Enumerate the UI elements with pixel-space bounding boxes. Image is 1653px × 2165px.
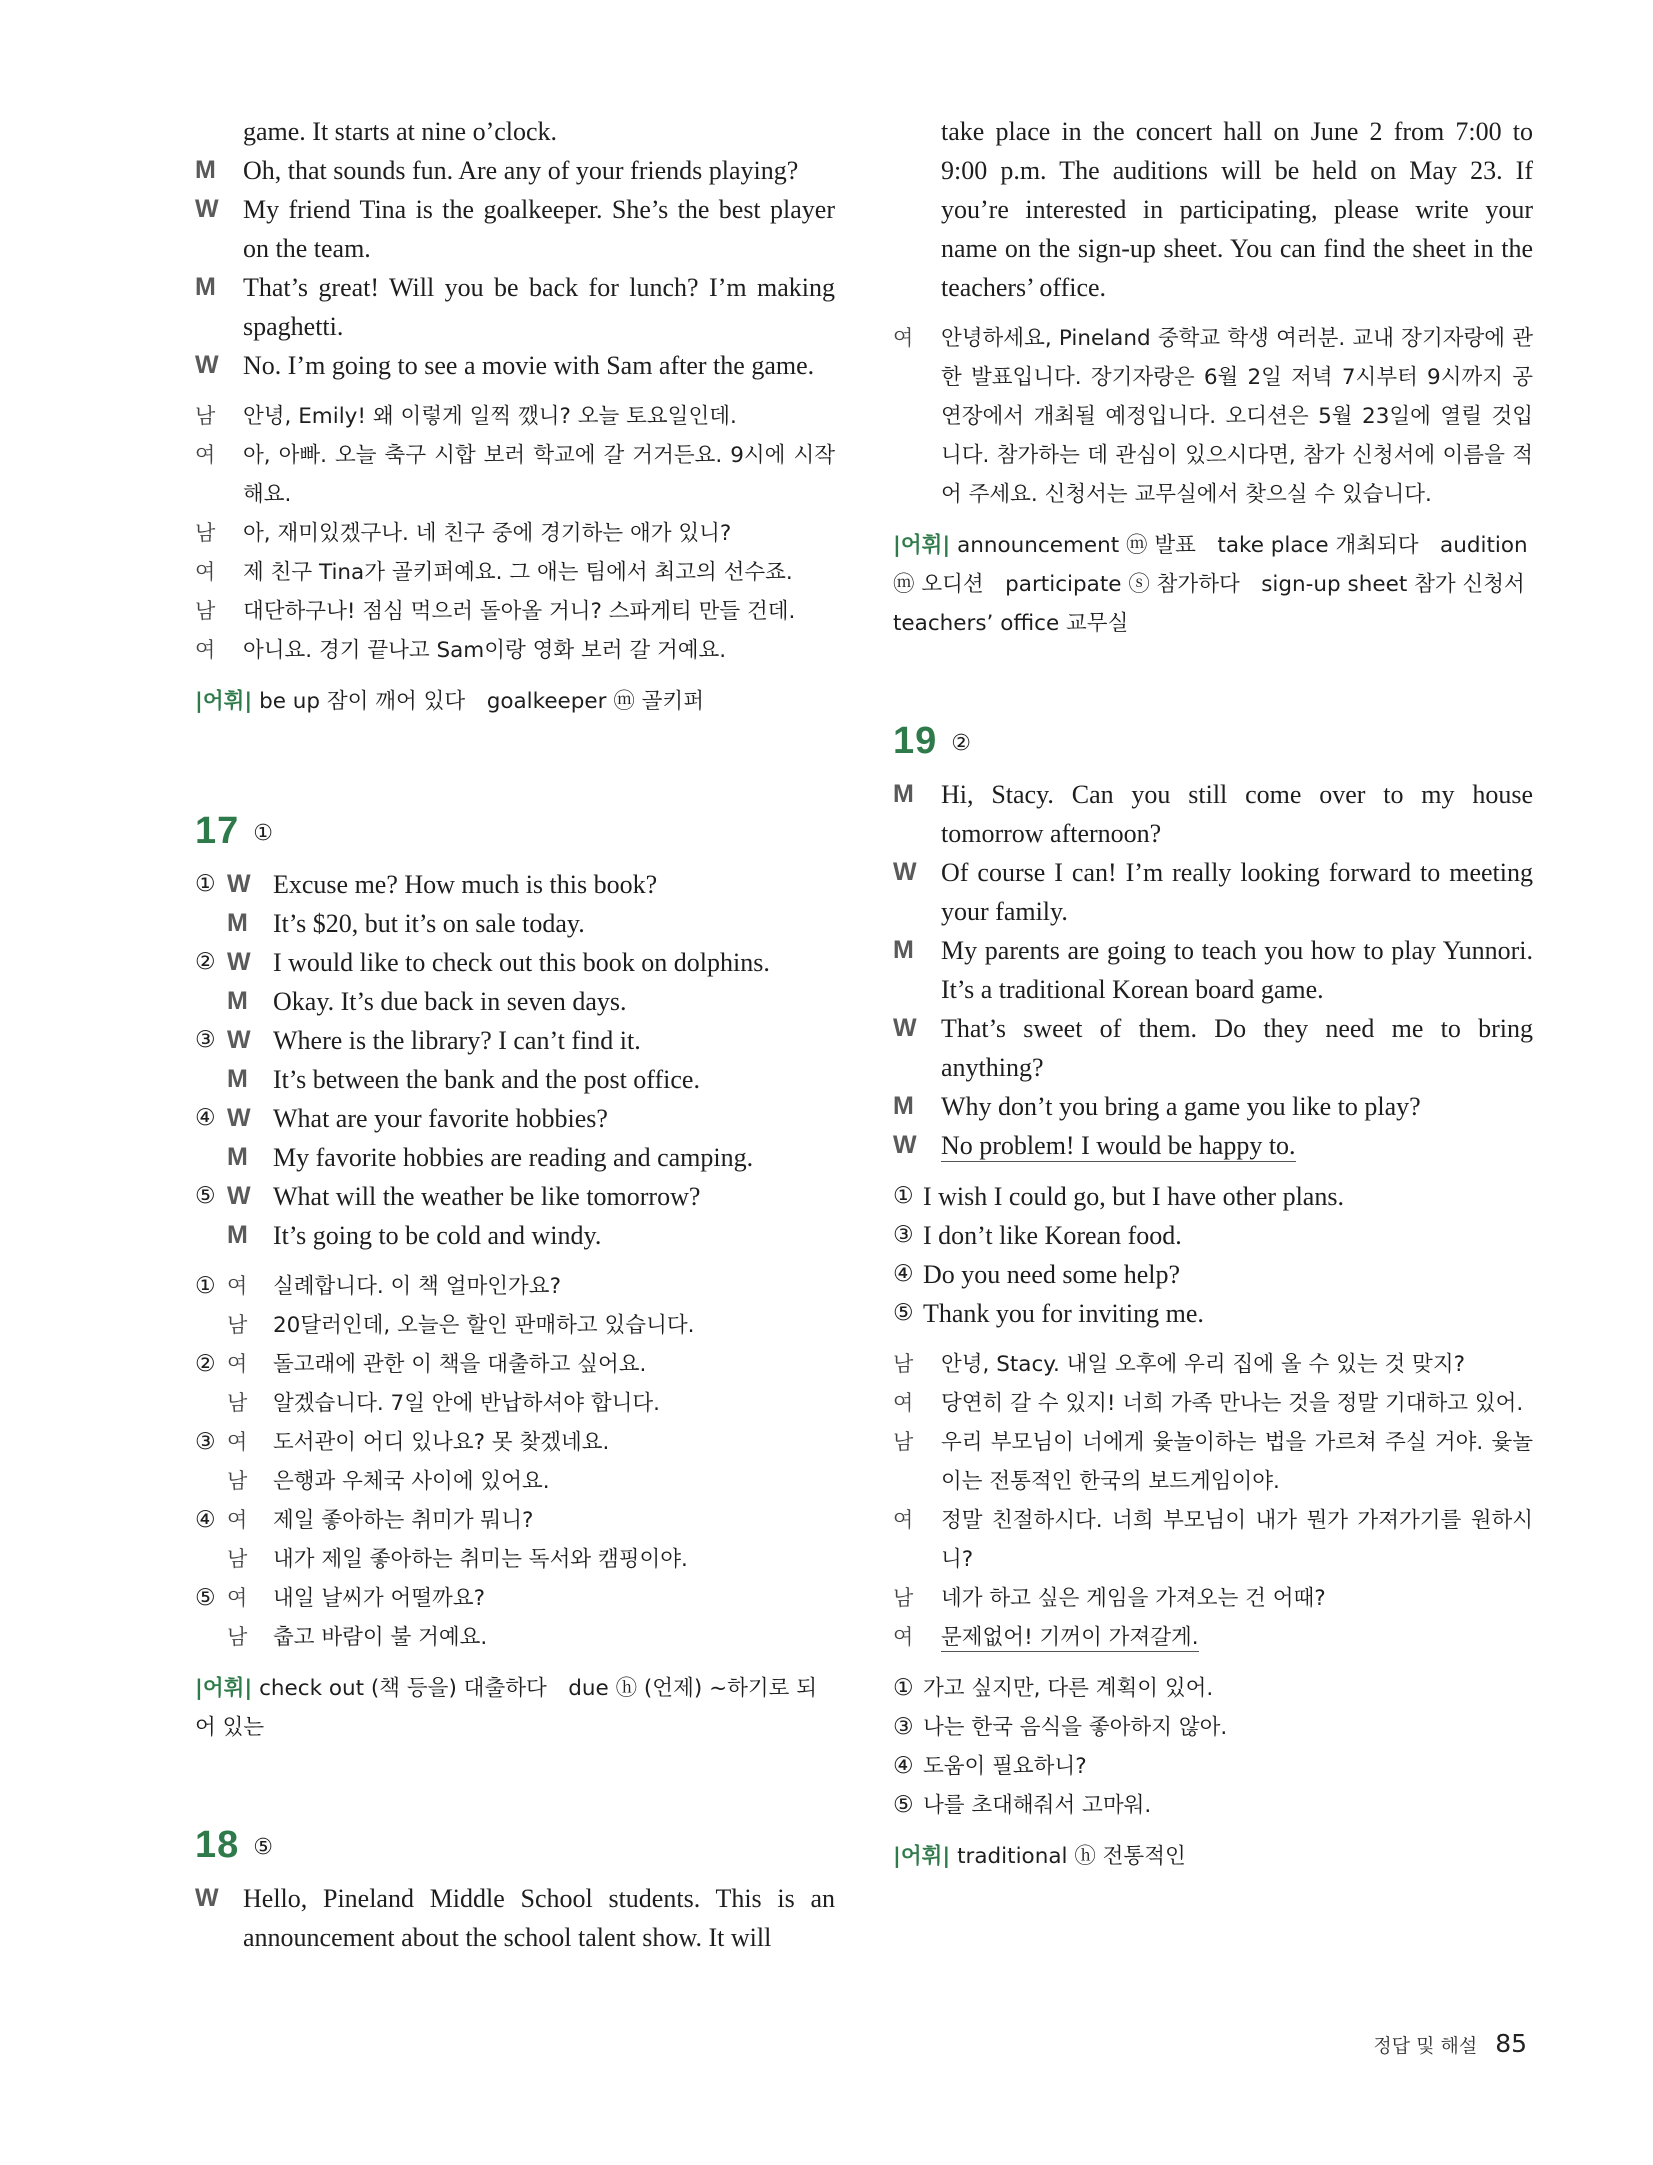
dialogue-line: M Oh, that sounds fun. Are any of your friends playing? — [195, 156, 799, 185]
q18-vocab — [893, 526, 1547, 643]
choice-line: M It’s $20, but it’s on sale today. — [227, 909, 585, 938]
choice-translation-line: ② 여 돌고래에 관한 이 책을 대출하고 싶어요. — [195, 1351, 647, 1377]
q17-translation — [195, 1267, 835, 1657]
dialogue-line: game. It starts at nine o’clock. — [243, 117, 558, 146]
question-18-header — [195, 1819, 835, 1871]
q19-dialogue — [893, 775, 1533, 1165]
translation-line: 남 우리 부모님이 너에게 윷놀이하는 법을 가르쳐 주실 거야. 윷놀이는 전통적인 한국의 보드게임이야. — [893, 1430, 1533, 1494]
answer-mark: ① — [253, 821, 274, 846]
right-column — [893, 112, 1547, 1876]
translation-line: 남 아, 재미있겠구나. 네 친구 중에 경기하는 애가 있니? — [195, 521, 732, 546]
dialogue-line: W Hello, Pineland Middle School students. This is an announcement about the school talent show. It will — [195, 1884, 835, 1952]
dialogue-line: W That’s sweet of them. Do they need me to bring anything? — [893, 1014, 1533, 1082]
q16-translation — [195, 397, 835, 670]
choice-line: ④ W What are your favorite hobbies? — [195, 1104, 608, 1133]
dialogue-line: M Hi, Stacy. Can you still come over to my house tomorrow afternoon? — [893, 780, 1533, 848]
choice-translation-line: 남 알겠습니다. 7일 안에 반납하셔야 합니다. — [227, 1391, 660, 1416]
answer-mark: ② — [951, 731, 972, 756]
translation-line: 여 정말 친절하시다. 너희 부모님이 내가 뭔가 가져가기를 원하시니? — [893, 1508, 1533, 1572]
choice-line: ⑤ W What will the weather be like tomorrow? — [195, 1182, 701, 1211]
q17-dialogue — [195, 865, 835, 1255]
dialogue-line: M My parents are going to teach you how to play Yunnori. It’s a traditional Korean board game. — [893, 936, 1533, 1004]
translation-line: 남 안녕, Emily! 왜 이렇게 일찍 깼니? 오늘 토요일인데. — [195, 404, 737, 429]
vocab-label: |어휘| — [195, 1676, 253, 1701]
q18-translation — [893, 319, 1533, 514]
translation-line: 여 아니요. 경기 끝나고 Sam이랑 영화 보러 갈 거예요. — [195, 638, 727, 663]
dialogue-line: M That’s great! Will you be back for lunch? I’m making spaghetti. — [195, 273, 835, 341]
question-number: 18 — [195, 1824, 240, 1866]
answer-mark: ⑤ — [253, 1835, 274, 1860]
question-17-header — [195, 805, 835, 857]
vocab-label: |어휘| — [893, 533, 951, 558]
option-line: ⑤ Thank you for inviting me. — [893, 1299, 1204, 1328]
choice-translation-line: 남 은행과 우체국 사이에 있어요. — [227, 1469, 550, 1494]
q18-dialogue — [195, 1879, 835, 1957]
option-translation-line: ④ 도움이 필요하니? — [893, 1753, 1087, 1779]
translation-line: 여 아, 아빠. 오늘 축구 시합 보러 학교에 갈 거거든요. 9시에 시작해요. — [195, 443, 835, 507]
choice-translation-line: 남 20달러인데, 오늘은 할인 판매하고 있습니다. — [227, 1313, 695, 1338]
vocab-text: check out (책 등을) 대출하다 due ⓗ (언제) ~하기로 되어 있는 — [195, 1676, 817, 1740]
page-number: 85 — [1495, 2029, 1527, 2058]
option-line: ③ I don’t like Korean food. — [893, 1221, 1182, 1250]
choice-line: M My favorite hobbies are reading and camping. — [227, 1143, 754, 1172]
option-line: ① I wish I could go, but I have other plans. — [893, 1182, 1344, 1211]
question-number: 17 — [195, 810, 240, 852]
q16-vocab — [195, 682, 835, 721]
answer-line: W No problem! I would be happy to. — [893, 1131, 1296, 1160]
q17-vocab — [195, 1669, 835, 1747]
dialogue-line: W No. I’m going to see a movie with Sam after the game. — [195, 351, 815, 380]
q18-dialogue-continued — [893, 112, 1533, 307]
q19-translation — [893, 1345, 1533, 1657]
dialogue-line: W My friend Tina is the goalkeeper. She’s the best player on the team. — [195, 195, 835, 263]
choice-line: M It’s between the bank and the post office. — [227, 1065, 700, 1094]
option-translation-line: ③ 나는 한국 음식을 좋아하지 않아. — [893, 1714, 1228, 1740]
dialogue-line: take place in the concert hall on June 2 from 7:00 to 9:00 p.m. The auditions will be held on May 23. If you’re interested in participating, please write your name on the sign-up sheet. You can find the sheet in the teachers’ office. — [941, 117, 1533, 302]
vocab-text: be up 잠이 깨어 있다 goalkeeper ⓜ 골키퍼 — [259, 689, 704, 714]
underlined-answer: 문제없어! 기꺼이 가져갈게. — [941, 1625, 1199, 1650]
dialogue-line: W Of course I can! I’m really looking forward to meeting your family. — [893, 858, 1533, 926]
vocab-label: |어휘| — [893, 1844, 951, 1869]
choice-translation-line: ① 여 실례합니다. 이 책 얼마인가요? — [195, 1273, 561, 1299]
footer-label: 정답 및 해설 — [1373, 2035, 1478, 2057]
q19-options-translation — [893, 1669, 1533, 1825]
left-column — [195, 112, 835, 1969]
choice-translation-line: 남 춥고 바람이 불 거예요. — [227, 1625, 488, 1650]
q19-options — [893, 1177, 1533, 1333]
choice-line: M It’s going to be cold and windy. — [227, 1221, 602, 1250]
choice-line: ② W I would like to check out this book on dolphins. — [195, 948, 770, 977]
choice-translation-line: ③ 여 도서관이 어디 있나요? 못 찾겠네요. — [195, 1429, 610, 1455]
q19-vocab — [893, 1837, 1533, 1876]
choice-line: ① W Excuse me? How much is this book? — [195, 870, 658, 899]
option-translation-line: ① 가고 싶지만, 다른 계획이 있어. — [893, 1675, 1214, 1701]
choice-translation-line: 남 내가 제일 좋아하는 취미는 독서와 캠핑이야. — [227, 1547, 688, 1572]
question-19-header — [893, 715, 1533, 767]
translation-line: 여 당연히 갈 수 있지! 너희 가족 만나는 것을 정말 기대하고 있어. — [893, 1391, 1524, 1416]
choice-line: M Okay. It’s due back in seven days. — [227, 987, 627, 1016]
choice-line: ③ W Where is the library? I can’t find it. — [195, 1026, 641, 1055]
translation-answer-line: 여 문제없어! 기꺼이 가져갈게. — [893, 1625, 1199, 1650]
dialogue-line: M Why don’t you bring a game you like to play? — [893, 1092, 1421, 1121]
translation-line: 남 안녕, Stacy. 내일 오후에 우리 집에 올 수 있는 것 맞지? — [893, 1352, 1465, 1377]
page-footer — [1373, 2029, 1527, 2058]
translation-line: 여 제 친구 Tina가 골키퍼예요. 그 애는 팀에서 최고의 선수죠. — [195, 560, 793, 585]
vocab-label: |어휘| — [195, 689, 253, 714]
translation-line: 여 안녕하세요, Pineland 중학교 학생 여러분. 교내 장기자랑에 관한 발표입니다. 장기자랑은 6월 2일 저녁 7시부터 9시까지 공연장에서 개최될 예정입니다. 오디션은 5월 23일에 열릴 것입니다. 참가하는 데 관심이 있으시다면, 참가 신청서에 이름을 적어 주세요. 신청서는 교무실에서 찾으실 수 있습니다. — [893, 326, 1533, 507]
question-number: 19 — [893, 720, 938, 762]
translation-line: 남 대단하구나! 점심 먹으러 돌아올 거니? 스파게티 만들 건데. — [195, 599, 796, 624]
translation-line: 남 네가 하고 싶은 게임을 가져오는 건 어때? — [893, 1586, 1326, 1611]
underlined-answer: No problem! I would be happy to. — [941, 1131, 1296, 1160]
choice-translation-line: ④ 여 제일 좋아하는 취미가 뭐니? — [195, 1507, 534, 1533]
option-line: ④ Do you need some help? — [893, 1260, 1181, 1289]
vocab-text: announcement ⓜ 발표 take place 개최되다 audition ⓜ 오디션 participate ⓢ 참가하다 sign-up sheet 참가 신청서 teachers’ office 교무실 — [893, 533, 1547, 636]
choice-translation-line: ⑤ 여 내일 날씨가 어떨까요? — [195, 1585, 486, 1611]
option-translation-line: ⑤ 나를 초대해줘서 고마워. — [893, 1792, 1152, 1818]
vocab-text: traditional ⓗ 전통적인 — [957, 1844, 1186, 1869]
q16-dialogue-continued — [195, 112, 835, 385]
